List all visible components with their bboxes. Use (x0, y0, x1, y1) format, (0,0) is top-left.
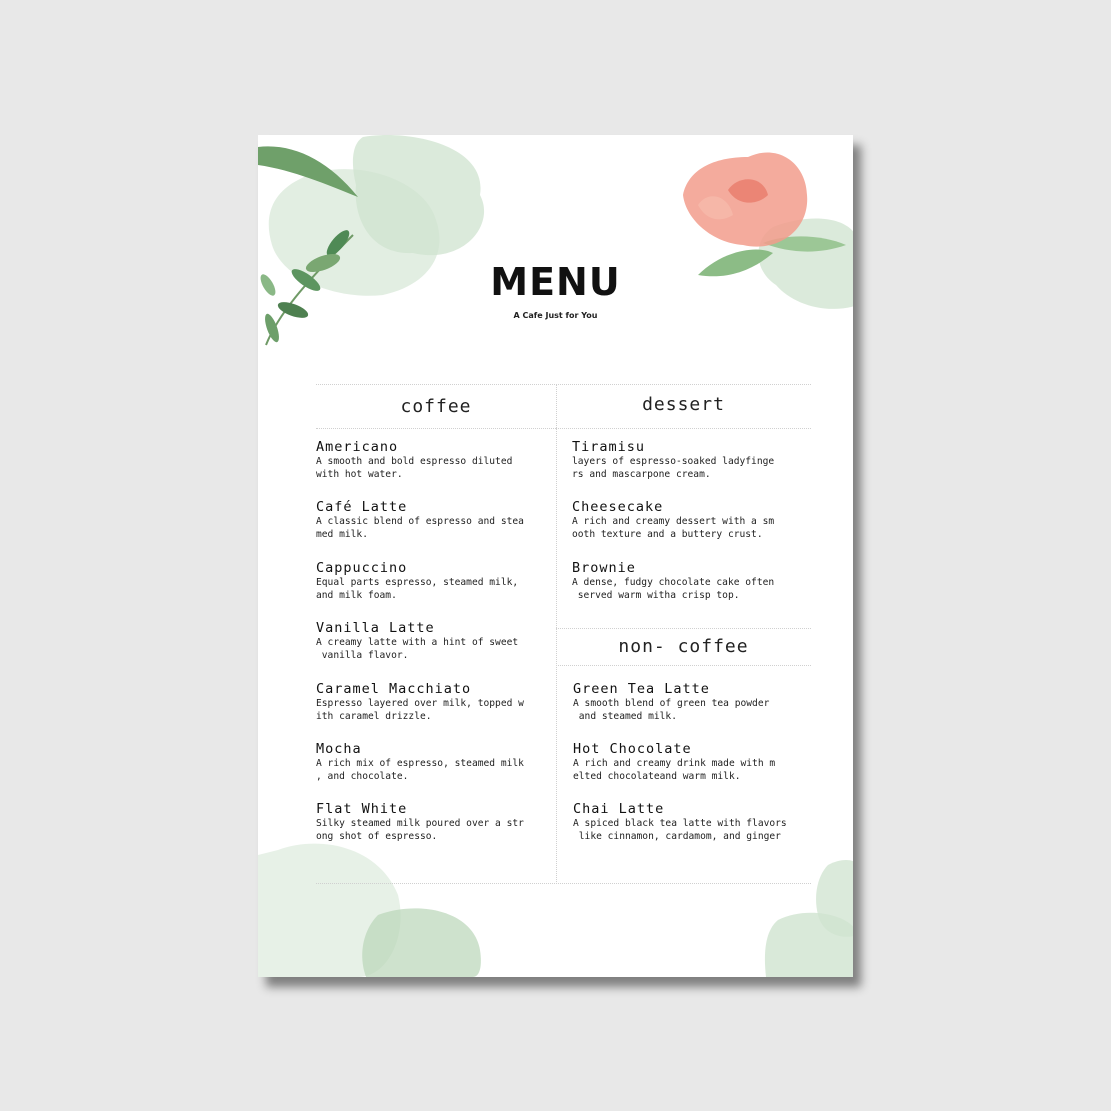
menu-item-description: Equal parts espresso, steamed milk, and milk foam. (316, 577, 519, 601)
divider-bottom (316, 883, 811, 884)
menu-item-description: A creamy latte with a hint of sweet vanilla flavor. (316, 637, 519, 661)
menu-item (316, 801, 538, 843)
menu-item-description: A smooth and bold espresso diluted with hot water. (316, 456, 513, 480)
sage-blob-icon (362, 908, 481, 977)
menu-item (316, 620, 538, 662)
sage-blob-icon (816, 860, 853, 937)
menu-item-name: Green Tea Latte (573, 681, 710, 697)
sage-blob-icon (353, 135, 484, 255)
menu-item-description: A rich and creamy drink made with m elted chocolateand warm milk. (573, 758, 776, 782)
menu-item-description: A rich mix of espresso, steamed milk , and chocolate. (316, 758, 524, 782)
menu-item (573, 681, 795, 723)
menu-item-description: A dense, fudgy chocolate cake often served warm witha crisp top. (572, 577, 775, 601)
menu-item (573, 741, 795, 783)
divider-header-left (316, 428, 556, 429)
leaf-icon (763, 236, 846, 251)
menu-item-name: Café Latte (316, 499, 408, 515)
menu-item-description: A classic blend of espresso and stea med milk. (316, 516, 524, 540)
menu-item-name: Mocha (316, 741, 362, 757)
menu-item-description: Espresso layered over milk, topped w ith caramel drizzle. (316, 698, 524, 722)
rose-icon (683, 152, 807, 246)
menu-item (316, 439, 538, 481)
menu-item-name: Caramel Macchiato (316, 681, 472, 697)
menu-item (572, 439, 794, 481)
menu-item-name: Chai Latte (573, 801, 665, 817)
divider-header-right (556, 428, 811, 429)
divider-noncoffee-bottom (556, 665, 811, 666)
menu-item-name: Hot Chocolate (573, 741, 692, 757)
menu-page (258, 135, 853, 977)
leaf-icon (323, 227, 353, 259)
menu-item (316, 681, 538, 723)
menu-item-name: Cheesecake (572, 499, 664, 515)
menu-item (573, 801, 795, 843)
menu-item-description: A smooth blend of green tea powder and steamed milk. (573, 698, 770, 722)
menu-title: MENU (490, 260, 621, 304)
sage-blob-icon (765, 913, 853, 977)
menu-item-description: A rich and creamy dessert with a sm ooth texture and a buttery crust. (572, 516, 775, 540)
menu-item (316, 741, 538, 783)
section-title-coffee: coffee (400, 396, 472, 417)
rose-petal-icon (698, 196, 733, 219)
menu-item-name: Cappuccino (316, 560, 408, 576)
leaf-icon (258, 146, 358, 197)
rose-petal-icon (728, 179, 768, 202)
menu-item (572, 560, 794, 602)
menu-item (316, 499, 538, 541)
section-title-noncoffee: non- coffee (618, 636, 749, 657)
divider-noncoffee-top (556, 628, 811, 629)
sage-blob-icon (258, 844, 401, 977)
section-title-dessert: dessert (642, 394, 725, 415)
menu-item (316, 560, 538, 602)
menu-item-name: Brownie (572, 560, 636, 576)
menu-item-description: Silky steamed milk poured over a str ong shot of espresso. (316, 818, 524, 842)
menu-item-name: Flat White (316, 801, 408, 817)
menu-item (572, 499, 794, 541)
menu-item-name: Americano (316, 439, 399, 455)
menu-item-description: layers of espresso-soaked ladyfinge rs and mascarpone cream. (572, 456, 775, 480)
menu-item-name: Tiramisu (572, 439, 646, 455)
divider-column (556, 384, 557, 882)
menu-item-name: Vanilla Latte (316, 620, 435, 636)
menu-subtitle: A Cafe Just for You (513, 311, 598, 320)
menu-item-description: A spiced black tea latte with flavors like cinnamon, cardamom, and ginger (573, 818, 787, 842)
divider-top (316, 384, 811, 385)
